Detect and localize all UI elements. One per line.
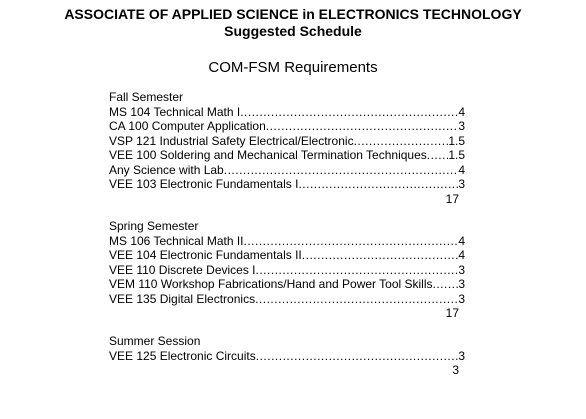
course-name: MS 106 Technical Math II	[109, 233, 244, 248]
course-row	[109, 119, 465, 134]
dot-leader	[255, 292, 458, 307]
course-credits: 3	[458, 291, 465, 306]
course-name: Any Science with Lab	[109, 162, 224, 177]
course-credits: 4	[458, 104, 465, 119]
course-name: MS 104 Technical Math I	[109, 104, 241, 119]
course-credits: 4	[458, 248, 465, 262]
spring-semester-section	[109, 219, 465, 321]
course-name: VSP 121 Industrial Safety Electrical/Electronic	[109, 133, 354, 148]
dot-leader	[256, 349, 459, 364]
course-row	[109, 263, 465, 278]
dot-leader	[298, 177, 458, 192]
course-name: VEM 110 Workshop Fabrications/Hand and Power Tool Skills	[109, 277, 433, 291]
course-credits: 3	[458, 177, 465, 191]
course-row	[109, 177, 465, 192]
course-credits: 4	[458, 233, 465, 248]
course-credits: 1.5	[448, 148, 465, 162]
document-subtitle: Suggested Schedule	[224, 23, 362, 39]
course-credits: 4	[458, 162, 465, 177]
course-row	[109, 134, 465, 149]
dot-leader	[427, 148, 449, 163]
course-credits: 3	[458, 119, 465, 133]
document-title: ASSOCIATE OF APPLIED SCIENCE in ELECTRONICS TECHNOLOGY	[64, 6, 522, 22]
course-name: CA 100 Computer Application	[109, 119, 266, 133]
dot-leader	[302, 248, 459, 263]
course-row	[109, 349, 465, 364]
section-total: 17	[445, 306, 459, 320]
course-row	[109, 105, 465, 120]
course-row	[109, 248, 465, 263]
course-credits: 3	[458, 277, 465, 291]
section-total: 17	[445, 191, 459, 206]
course-name: VEE 103 Electronic Fundamentals I	[109, 177, 299, 191]
fall-semester-section	[109, 90, 465, 207]
summer-session-section	[109, 334, 465, 378]
dot-leader	[224, 163, 459, 178]
course-name: VEE 100 Soldering and Mechanical Termination Techniques	[109, 148, 427, 162]
course-credits: 3	[458, 348, 465, 363]
dot-leader	[244, 234, 459, 249]
course-row	[109, 163, 465, 178]
section-heading: Spring Semester	[109, 219, 199, 233]
course-name: VEE 110 Discrete Devices I	[109, 262, 256, 277]
dot-leader	[256, 263, 459, 278]
dot-leader	[354, 134, 449, 149]
section-total: 3	[452, 363, 459, 377]
course-row	[109, 148, 465, 163]
course-row	[109, 234, 465, 249]
course-credits: 1.5	[448, 133, 465, 148]
requirements-heading: COM-FSM Requirements	[208, 59, 378, 76]
dot-leader	[266, 119, 459, 134]
dot-leader	[240, 105, 458, 120]
dot-leader	[433, 277, 459, 292]
course-row	[109, 277, 465, 292]
course-name: VEE 104 Electronic Fundamentals II	[109, 248, 302, 262]
course-credits: 3	[458, 262, 465, 277]
section-heading: Summer Session	[109, 334, 201, 348]
course-name: VEE 135 Digital Electronics	[109, 291, 256, 306]
course-row	[109, 292, 465, 307]
course-name: VEE 125 Electronic Circuits	[109, 348, 256, 363]
section-heading: Fall Semester	[109, 90, 184, 104]
